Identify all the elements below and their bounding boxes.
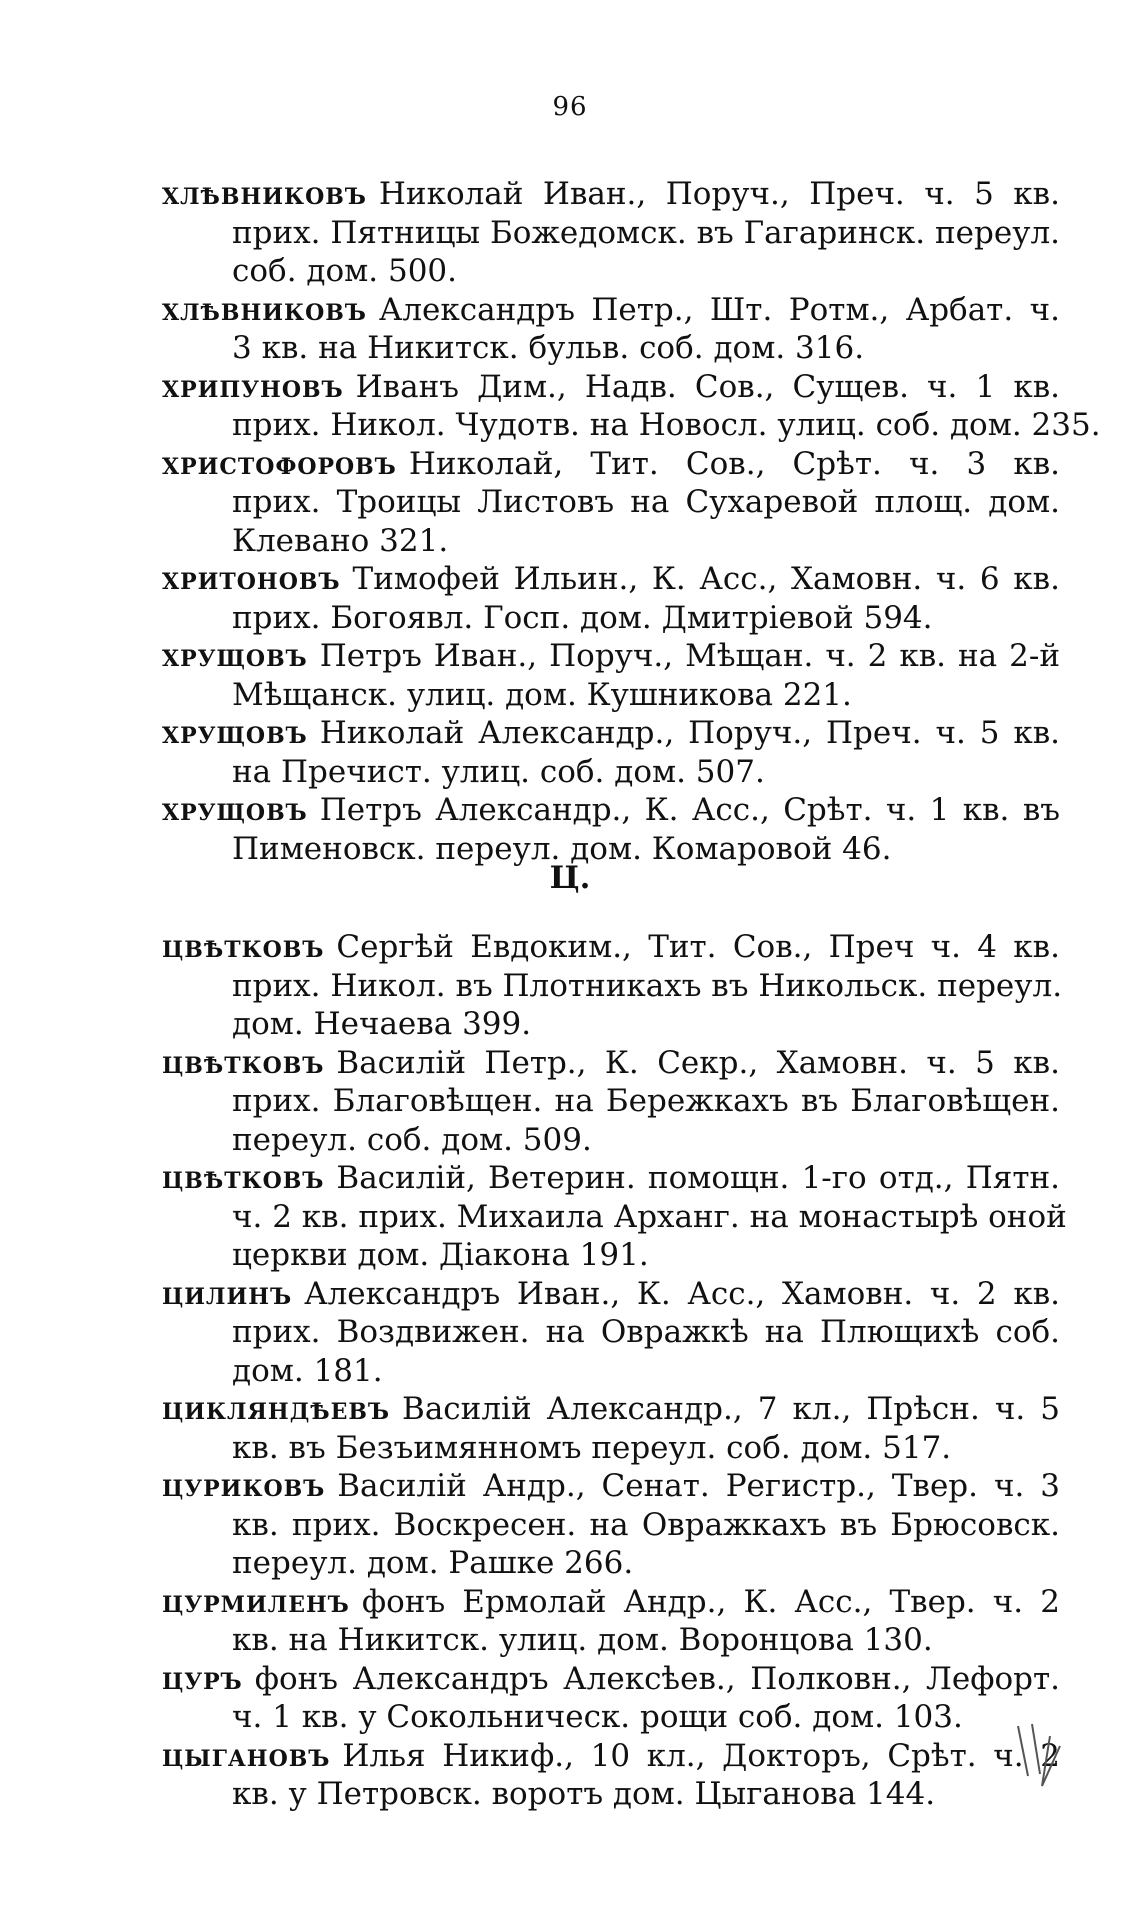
entry-first-line: [162, 445, 1060, 484]
entry-text: кв. прих. Воскресен. на Овражкахъ въ Брюсовск.: [232, 1506, 1060, 1543]
handwritten-margin-mark: [1010, 1716, 1070, 1807]
entry-continuation-line: [162, 599, 1060, 638]
entry-text: прих. Воздвижен. на Овражкѣ на Плющихѣ соб.: [232, 1314, 1060, 1350]
entry-text: Александръ Иван., К. Асс., Хамовн. ч. 2 кв.: [304, 1275, 1060, 1312]
entry-text: Сергѣй Евдоким., Тит. Сов., Преч ч. 4 кв.: [336, 929, 1060, 965]
directory-entry: [162, 714, 1060, 791]
entry-text: Василій Петр., К. Секр., Хамовн. ч. 5 кв.: [336, 1044, 1060, 1081]
directory-entry: [162, 291, 1060, 368]
entry-surname: цыгановъ: [162, 1737, 331, 1774]
entry-first-line: [162, 1467, 1060, 1506]
entry-continuation-line: [162, 252, 1060, 291]
entries-section-ts: [162, 928, 1067, 1814]
entry-text: соб. дом. 500.: [232, 253, 457, 289]
entry-continuation-line: [162, 1198, 1067, 1237]
entry-continuation-line: [162, 406, 1101, 445]
entry-text: Илья Никиф., 10 кл., Докторъ, Срѣт. ч. 2: [342, 1737, 1060, 1774]
entry-text: Николай, Тит. Сов., Срѣт. ч. 3 кв.: [408, 445, 1060, 482]
entry-text: прих. Благовѣщен. на Бережкахъ въ Благовѣщен.: [232, 1083, 1060, 1119]
entry-text: Мѣщанск. улиц. дом. Кушникова 221.: [232, 676, 852, 713]
entry-text: кв. на Никитск. улиц. дом. Воронцова 130.: [232, 1622, 933, 1658]
entry-text: прих. Пятницы Божедомск. въ Гагаринск. переул.: [232, 214, 1060, 251]
entry-text: прих. Никол. Чудотв. на Новосл. улиц. соб. дом. 235.: [232, 407, 1101, 443]
entry-first-line: [162, 1044, 1060, 1083]
entry-text: Иванъ Дим., Надв. Сов., Сущев. ч. 1 кв.: [355, 368, 1060, 405]
entry-first-line: [162, 1660, 1060, 1699]
directory-entry: [162, 445, 1060, 561]
entry-surname: хрипуновъ: [162, 368, 344, 405]
entry-text: Василій Александр., 7 кл., Прѣсн. ч. 5: [402, 1391, 1060, 1427]
entry-text: церкви дом. Діакона 191.: [232, 1237, 649, 1273]
entry-continuation-line: [162, 1621, 1060, 1660]
entry-text: прих. Богоявл. Госп. дом. Дмитріевой 594.: [232, 599, 933, 636]
directory-entry: [162, 791, 1060, 868]
entry-surname: хрущовъ: [162, 715, 308, 751]
entry-surname: цикляндѣевъ: [162, 1391, 391, 1427]
entry-continuation-line: [162, 1236, 1060, 1275]
entry-text: на Пречист. улиц. соб. дом. 507.: [232, 753, 765, 790]
entry-surname: цуръ: [162, 1660, 243, 1697]
directory-entry: [162, 368, 1101, 445]
directory-entry: [162, 175, 1060, 291]
entry-continuation-line: [162, 1082, 1060, 1121]
entry-first-line: [162, 291, 1060, 330]
entry-text: переул. соб. дом. 509.: [232, 1121, 592, 1158]
entry-text: переул. дом. Рашке 266.: [232, 1545, 634, 1581]
entry-surname: хритоновъ: [162, 561, 341, 597]
entry-surname: цурмиленъ: [162, 1583, 350, 1620]
entry-continuation-line: [162, 1121, 1060, 1160]
entry-text: Клевано 321.: [232, 522, 449, 559]
entry-text: ч. 1 кв. у Сокольническ. рощи соб. дом. 103.: [232, 1699, 963, 1735]
entry-text: Василій, Ветерин. помощн. 1-го отд., Пятн.: [336, 1160, 1060, 1196]
entry-surname: хрущовъ: [162, 638, 308, 674]
entry-text: Николай Александр., Поруч., Преч. ч. 5 кв.: [319, 715, 1060, 751]
entry-first-line: [162, 175, 1060, 214]
directory-entry: [162, 928, 1063, 1044]
entry-continuation-line: [162, 967, 1063, 1006]
entry-continuation-line: [162, 1429, 1060, 1468]
entry-surname: христофоровъ: [162, 445, 397, 482]
entry-continuation-line: [162, 522, 1060, 561]
entry-first-line: [162, 368, 1060, 407]
entry-first-line: [162, 1390, 1060, 1429]
directory-entry: [162, 1583, 1060, 1660]
entry-continuation-line: [162, 1005, 1060, 1044]
entry-text: Александръ Петр., Шт. Ротм., Арбат. ч.: [378, 291, 1060, 328]
entry-continuation-line: [162, 483, 1060, 522]
entry-continuation-line: [162, 1544, 1060, 1583]
directory-entry: [162, 560, 1060, 637]
entry-surname: хрущовъ: [162, 792, 308, 828]
entry-surname: хлѣвниковъ: [162, 291, 367, 328]
entry-text: дом. Нечаева 399.: [232, 1006, 532, 1042]
entry-first-line: [162, 714, 1060, 753]
page-number: 96: [552, 92, 588, 122]
entry-first-line: [162, 791, 1060, 830]
directory-entry: [162, 1737, 1060, 1814]
entry-continuation-line: [162, 329, 1060, 368]
entry-continuation-line: [162, 676, 1060, 715]
entry-text: прих. Троицы Листовъ на Сухаревой площ. дом.: [232, 484, 1060, 520]
entry-surname: цвѣтковъ: [162, 1044, 325, 1081]
entry-text: фонъ Ермолай Андр., К. Асс., Твер. ч. 2: [361, 1583, 1060, 1620]
entry-text: ч. 2 кв. прих. Михаила Арханг. на монастырѣ оной: [232, 1198, 1067, 1235]
entry-surname: цуриковъ: [162, 1468, 326, 1504]
entry-text: Петръ Александр., К. Асс., Срѣт. ч. 1 кв. въ: [319, 792, 1060, 828]
entry-surname: цилинъ: [162, 1275, 293, 1312]
section-letter-heading: Ц.: [549, 860, 591, 896]
entry-text: прих. Никол. въ Плотникахъ въ Никольск. переул.: [232, 967, 1063, 1004]
entry-first-line: [162, 560, 1060, 599]
entry-first-line: [162, 1159, 1060, 1198]
entry-continuation-line: [162, 214, 1060, 253]
entry-text: 3 кв. на Никитск. бульв. соб. дом. 316.: [232, 330, 865, 366]
entry-surname: хлѣвниковъ: [162, 176, 367, 212]
entry-text: Пименовск. переул. дом. Комаровой 46.: [232, 830, 892, 867]
entry-text: фонъ Александръ Алексѣев., Полковн., Лефорт.: [254, 1660, 1060, 1697]
entry-surname: цвѣтковъ: [162, 929, 325, 965]
directory-entry: [162, 1159, 1067, 1275]
entry-text: Василій Андр., Сенат. Регистр., Твер. ч. 3: [337, 1468, 1060, 1504]
entry-text: Тимофей Ильин., К. Асс., Хамовн. ч. 6 кв.: [352, 561, 1060, 597]
entry-text: кв. у Петровск. воротъ дом. Цыганова 144.: [232, 1776, 936, 1812]
entry-first-line: [162, 1737, 1060, 1776]
directory-entry: [162, 1660, 1060, 1737]
entry-continuation-line: [162, 1313, 1060, 1352]
entry-text: Николай Иван., Поруч., Преч. ч. 5 кв.: [378, 176, 1060, 212]
entry-surname: цвѣтковъ: [162, 1160, 325, 1196]
directory-entry: [162, 1467, 1060, 1583]
entry-first-line: [162, 1275, 1060, 1314]
entry-continuation-line: [162, 1698, 1060, 1737]
entry-text: Петръ Иван., Поруч., Мѣщан. ч. 2 кв. на 2-й: [319, 638, 1060, 674]
entry-continuation-line: [162, 753, 1060, 792]
entry-continuation-line: [162, 1506, 1060, 1545]
entry-first-line: [162, 637, 1060, 676]
entries-section-kh: [162, 175, 1101, 868]
directory-entry: [162, 1275, 1060, 1391]
entry-first-line: [162, 1583, 1060, 1622]
directory-entry: [162, 1390, 1060, 1467]
directory-entry: [162, 637, 1060, 714]
entry-text: дом. 181.: [232, 1352, 383, 1389]
entry-first-line: [162, 928, 1060, 967]
entry-text: кв. въ Безъимянномъ переул. соб. дом. 517.: [232, 1429, 952, 1466]
directory-entry: [162, 1044, 1060, 1160]
entry-continuation-line: [162, 1775, 1060, 1814]
entry-continuation-line: [162, 1352, 1060, 1391]
